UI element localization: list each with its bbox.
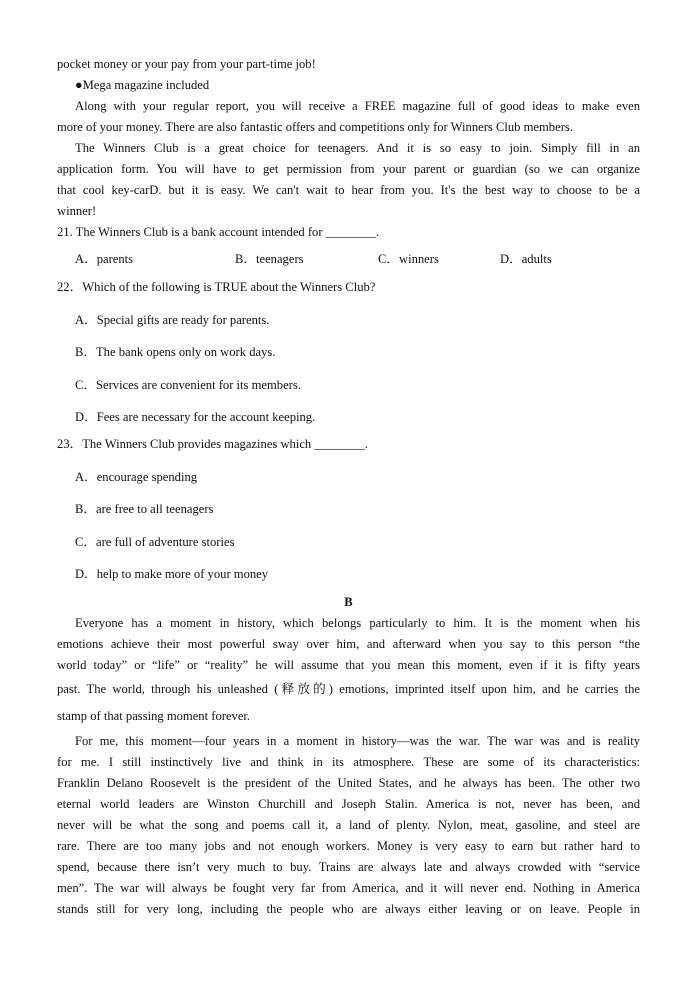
paragraph-b2 <box>57 731 640 920</box>
options-row <box>57 247 640 272</box>
text-line: The Winners Club is a great choice for teenagers. And it is so easy to join. Simply fill in an <box>75 141 640 155</box>
option-b[interactable]: B．The bank opens only on work days. <box>75 345 276 360</box>
document-page <box>57 54 640 920</box>
question-stem: 22．Which of the following is TRUE about the Winners Club? <box>57 280 376 294</box>
text-line: stamp of that passing moment forever. <box>57 709 251 724</box>
text-line: world today” or “life” or “reality” he will assume that you mean this moment, even if it is fifty years <box>57 658 640 673</box>
text-line: eternal world leaders are Winston Churchill and Joseph Stalin. America is not, never has been, and <box>57 797 640 812</box>
question-21 <box>57 222 640 272</box>
text-line: Everyone has a moment in history, which belongs particularly to him. It is the moment when his <box>75 616 640 631</box>
option-c[interactable]: C．are full of adventure stories <box>75 534 235 549</box>
text-line: emotions achieve their most powerful sway over him, and afterward when you say to this person “the <box>57 637 640 652</box>
text-line: spend, because there isn’t very much to buy. Trains are always late and always crowded with “service <box>57 860 640 875</box>
text-line: Along with your regular report, you will receive a FREE magazine full of good ideas to make even <box>75 99 640 113</box>
text-line: never will be what the song and poems call it, a land of plenty. Nylon, meat, gasoline, and steel are <box>57 818 640 833</box>
paragraph-b1 <box>57 613 640 730</box>
text-line: Franklin Delano Roosevelt is the president of the United States, and he always has been. The other two <box>57 776 640 791</box>
text-line: men”. The war will always be fought very far from America, and it will never end. Nothing in America <box>57 881 640 896</box>
text-line: stands still for very long, including the people who are always either leaving or on leave. People in <box>57 902 640 917</box>
text-line: for me. I still instinctively live and think in its atmosphere. These are some of its characteristics: <box>57 755 640 770</box>
option-d[interactable]: D．Fees are necessary for the account keeping. <box>75 409 316 424</box>
option-a[interactable]: A．Special gifts are ready for parents. <box>75 313 270 327</box>
option-a[interactable]: A．parents <box>75 252 134 266</box>
paragraph-a1 <box>57 96 640 138</box>
question-stem: 23．The Winners Club provides magazines which ________. <box>57 437 368 452</box>
option-c[interactable]: C．winners <box>378 252 439 266</box>
text-line: rare. There are too many jobs and not enough workers. Money is very easy to earn but rather hard to <box>57 839 640 854</box>
paragraph-a2 <box>57 138 640 222</box>
option-b[interactable]: B．teenagers <box>235 252 304 266</box>
passage-a-tail-line: pocket money or your pay from your part-time job! <box>57 57 316 71</box>
question-stem: 21. The Winners Club is a bank account intended for ________. <box>57 225 380 239</box>
option-d[interactable]: D．help to make more of your money <box>75 567 269 582</box>
option-a[interactable]: A．encourage spending <box>75 470 198 485</box>
option-c[interactable]: C．Services are convenient for its members. <box>75 377 301 392</box>
text-line: For me, this moment—four years in a moment in history—was the war. The war was and is reality <box>75 734 640 749</box>
question-22 <box>57 277 640 433</box>
option-b[interactable]: B．are free to all teenagers <box>75 502 214 517</box>
bullet-heading: ●Mega magazine included <box>75 78 210 92</box>
question-23 <box>57 434 640 590</box>
text-line: application form. You will have to get permission from your parent or guardian (so we can organize <box>57 162 640 176</box>
section-heading-b: B <box>344 595 353 610</box>
text-line: winner! <box>57 204 97 218</box>
option-d[interactable]: D．adults <box>500 252 552 266</box>
text-line: past. The world, through his unleashed (释放的) emotions, imprinted itself upon him, and he carries the <box>57 682 640 697</box>
text-line: that cool key-carD. but it is easy. We can't wait to hear from you. It's the best way to choose to be a <box>57 183 640 197</box>
text-line: more of your money. There are also fantastic offers and competitions only for Winners Club members. <box>57 120 573 134</box>
